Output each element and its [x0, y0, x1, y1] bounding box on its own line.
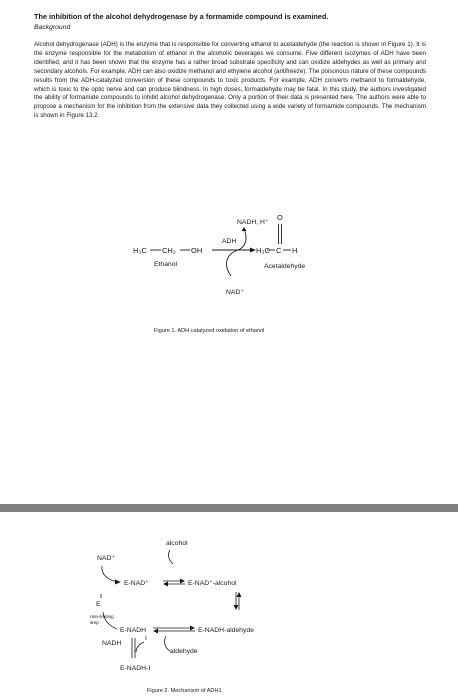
rate-limiting-label-line-2: step	[90, 620, 99, 625]
equilibrium-arrowhead-1a	[180, 579, 185, 584]
alcohol-label: alcohol	[166, 540, 188, 547]
inhibitor-binding-arrow	[136, 642, 144, 652]
equilibrium-arrowhead-3a	[190, 626, 195, 631]
e-label: E	[96, 601, 101, 608]
section-label: Background	[34, 24, 71, 31]
equilibrium-arrowhead-3b	[153, 629, 158, 634]
figure-1-reaction	[0, 0, 458, 340]
e-nad-alcohol-label: E-NAD⁺-alcohol	[188, 580, 237, 587]
e-nad-label: E-NAD⁺	[124, 580, 149, 587]
e-nadh-i-label: E-NADH-I	[120, 665, 151, 672]
page-divider	[0, 504, 458, 512]
nad-binding-arrowhead	[115, 580, 121, 585]
cofactor-curved-arrow	[227, 229, 246, 276]
aldehyde-label: aldehyde	[170, 648, 198, 655]
ethanol-ch2: CH₂	[162, 246, 176, 255]
rate-limiting-label-line-1: rate-limiting	[90, 614, 114, 619]
ethanol-h3c: H₃C	[133, 246, 147, 255]
nadh-h-label: NADH, H⁺	[237, 219, 269, 226]
equilibrium-arrowhead-1b	[163, 582, 168, 587]
figure-1-caption: Figure 1. ADH catalyzed oxidation of ethanol	[154, 328, 265, 334]
figure-2-mechanism	[0, 512, 458, 700]
adh-label: ADH	[222, 238, 237, 245]
acetaldehyde-h3c: H₃C	[256, 246, 270, 255]
ethanol-label: Ethanol	[154, 261, 178, 268]
nad-label: NAD⁺	[226, 289, 244, 296]
figure-2-area	[0, 512, 458, 700]
e-nadh-aldehyde-label: E-NADH-aldehyde	[198, 627, 254, 634]
cofactor-arrowhead	[242, 227, 247, 231]
figure-2-caption: Figure 2. Mechanism of ADH1	[147, 688, 222, 694]
nad-label: NAD⁺	[97, 555, 115, 562]
nadh-label: NADH	[102, 640, 122, 647]
acetaldehyde-label: Acetaldehyde	[264, 263, 306, 270]
acetaldehyde-o: O	[277, 213, 283, 222]
nad-binding-arrow	[102, 566, 118, 582]
acetaldehyde-h: H	[292, 246, 298, 255]
ethanol-oh: OH	[191, 246, 203, 255]
equilibrium-arrowhead-2a	[234, 605, 239, 610]
equilibrium-arrowhead-2b	[237, 592, 242, 597]
body-paragraph: Alcohol dehydrogenase (ADH) is the enzyme that is responsible for converting ethanol to acetaldehyde (the reaction is shown in Figure 1). It is the enzyme responsible for the metabolism of ethanol in the alcoholic beverages we consume. Five different isozymes of ADH have been identified, and it has been shown that the enzyme has a rather broad substrate specificity and can oxidize aldehydes as well as primary and secondary alcohols. For example, ADH can also oxidize methanol and ethylene alcohol (antifreeze). The poisonous nature of these compounds results from the ADH-catalyzed conversion of these compounds to toxic products. For example, ADH converts methanol to formaldehyde, which is toxic to the optic nerve and can produce blindness. In high doses, formaldehyde may be fatal. In this study, the authors investigated the ability of formamide compounds to inhibit alcohol dehydrogenase. Only a portion of their data is presented here. The authors were able to propose a mechanism for the inhibition from the extensive data they collected using a wide variety of formamide compounds. The mechanism is shown in Figure 13.2.	[34, 41, 426, 120]
document-title: The inhibition of the alcohol dehydrogenase by a formamide compound is examined.	[34, 12, 329, 21]
inhibitor-label: I	[145, 635, 147, 642]
alcohol-binding-arrow	[169, 550, 173, 564]
e-nadh-label: E-NADH	[120, 627, 147, 634]
acetaldehyde-c: C	[276, 246, 282, 255]
